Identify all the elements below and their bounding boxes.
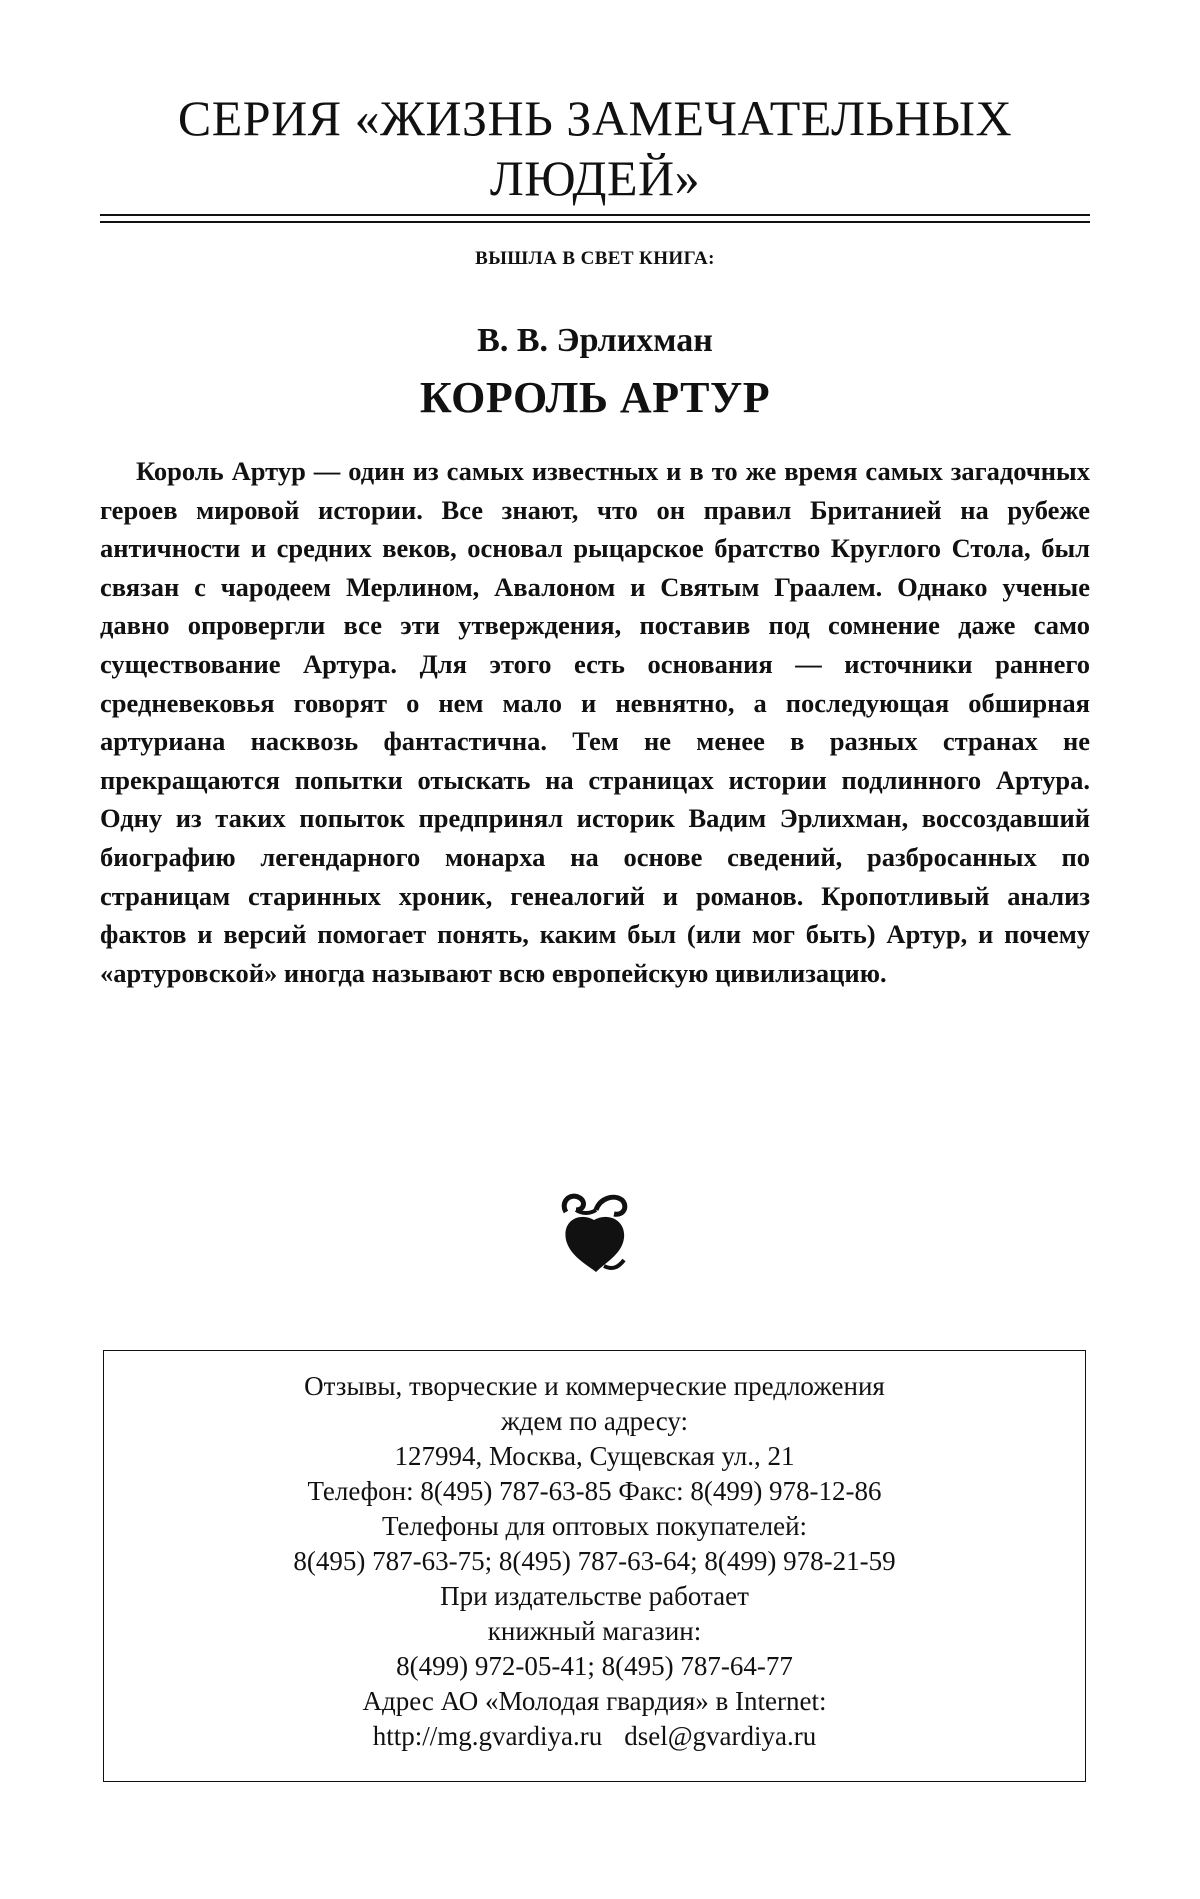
book-description: Король Артур — один из самых известных и в то же время самых загадочных героев мировой истории. Все знают, что он правил Британией на рубеже античности и средних веков, основал рыцарское братство Круглого Стола, был связан с чародеем Мерлином, Авалоном и Святым Граалем. Однако ученые давно опровергли все эти утверждения, поставив под сомнение даже само существование Артура. Для этого есть основания — источники раннего средневековья говорят о нем мало и невнятно, а последующая обширная артуриана насквозь фантастична. Тем не менее в разных странах не прекращаются попытки отыскать на страницах истории подлинного Артура. Одну из таких попыток предпринял историк Вадим Эрлихман, воссоздавший биографию легендарного монарха на основе сведений, разбросанных по страницам старинных хроник, генеалогий и романов. Кропотливый анализ фактов и версий помогает понять, каким был (или мог быть) Артур, и почему «артуровской» иногда называют всю европейскую цивилизацию.	[100, 452, 1090, 992]
book-title: КОРОЛЬ АРТУР	[100, 372, 1090, 423]
contacts-wholesale-phones: 8(495) 787-63-75; 8(495) 787-63-64; 8(499) 978-21-59	[104, 1544, 1085, 1579]
contacts-store-line-1: При издательстве работает	[104, 1579, 1085, 1614]
contacts-internet-label: Адрес АО «Молодая гвардия» в Internet:	[104, 1684, 1085, 1719]
email-link[interactable]: dsel@gvardiya.ru	[624, 1721, 816, 1751]
contacts-store-phones: 8(499) 972-05-41; 8(495) 787-64-77	[104, 1649, 1085, 1684]
contacts-address: 127994, Москва, Сущевская ул., 21	[104, 1439, 1085, 1474]
contacts-line-2: ждем по адресу:	[104, 1404, 1085, 1439]
announcement-heading: ВЫШЛА В СВЕТ КНИГА:	[100, 248, 1090, 270]
publisher-emblem-icon	[556, 1190, 634, 1278]
publisher-contacts-box	[103, 1350, 1086, 1782]
website-link[interactable]: http://mg.gvardiya.ru	[373, 1721, 602, 1751]
contacts-web	[104, 1719, 1085, 1754]
book-author: В. В. Эрлихман	[100, 322, 1090, 360]
series-title-line-2: ЛЮДЕЙ»	[90, 148, 1100, 208]
contacts-line-1: Отзывы, творческие и коммерческие предложения	[104, 1369, 1085, 1404]
contacts-store-line-2: книжный магазин:	[104, 1614, 1085, 1649]
series-title-line-1: СЕРИЯ «ЖИЗНЬ ЗАМЕЧАТЕЛЬНЫХ	[90, 88, 1100, 148]
series-title	[90, 88, 1100, 208]
contacts-phone-fax: Телефон: 8(495) 787-63-85 Факс: 8(499) 978-12-86	[104, 1474, 1085, 1509]
book-page	[0, 0, 1200, 1899]
contacts-wholesale-label: Телефоны для оптовых покупателей:	[104, 1509, 1085, 1544]
double-rule-divider	[100, 214, 1090, 223]
